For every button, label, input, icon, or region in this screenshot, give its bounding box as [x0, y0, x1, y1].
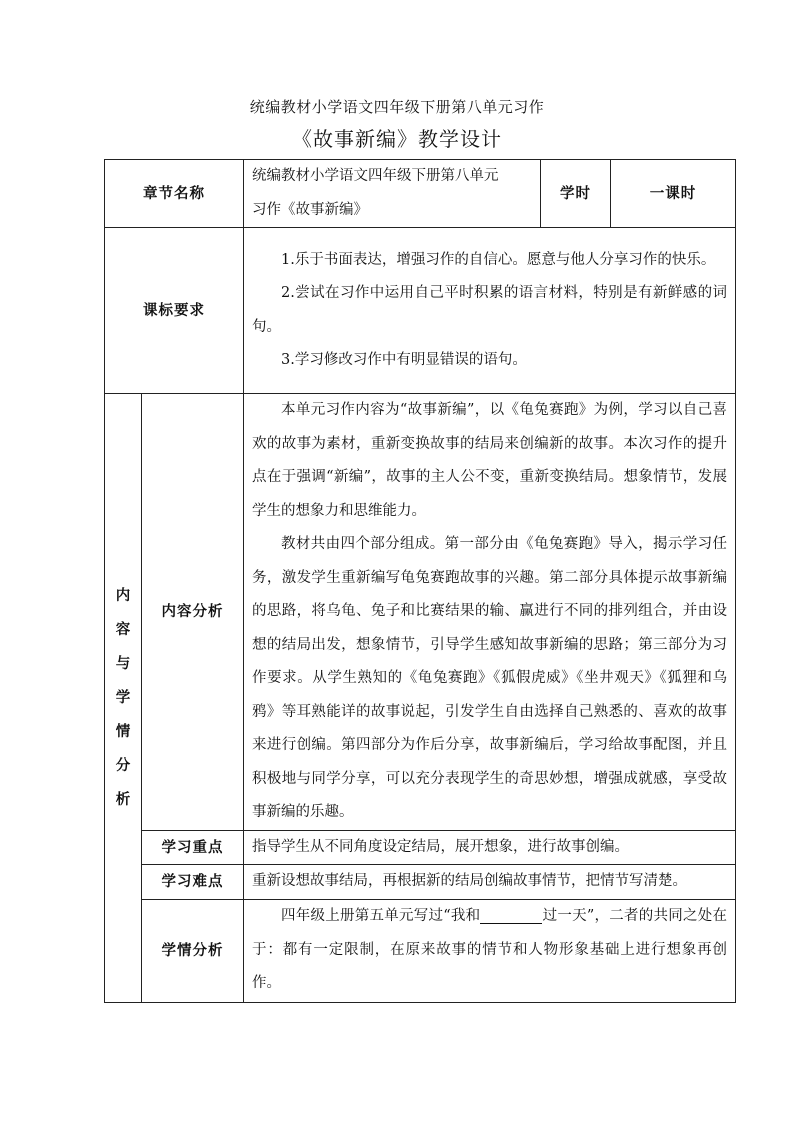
class-hours-value: 一课时 — [611, 160, 736, 228]
student-analysis-label: 学情分析 — [142, 899, 244, 1002]
key-point-label: 学习重点 — [142, 830, 244, 865]
class-hours-label: 学时 — [541, 160, 611, 228]
content-analysis-label: 内容分析 — [142, 394, 244, 831]
difficulty-row — [105, 865, 736, 900]
content-paragraph: 本单元习作内容为“故事新编”，以《龟兔赛跑》为例，学习以自己喜欢的故事为素材，重新变换故事的结局来创编新的故事。本次习作的提升点在于强调“新编”，故事的主人公不变，重新变换结局。想象情节，发展学生的想象力和思维能力。 — [252, 402, 727, 519]
standards-row — [105, 228, 736, 394]
student-analysis-text — [244, 899, 736, 1002]
document-subtitle: 统编教材小学语文四年级下册第八单元习作 — [249, 98, 545, 116]
key-point-row — [105, 830, 736, 865]
student-analysis-paragraph: 四年级上册第五单元写过“我和 过一天”，二者的共同之处在于：都有一定限制，在原来故事的情节和人物形象基础上进行想象再创作。 — [252, 908, 727, 992]
chapter-name-line2: 习作《故事新编》 — [252, 201, 368, 218]
content-paragraph: 教材共由四个部分组成。第一部分由《龟兔赛跑》导入，揭示学习任务，激发学生重新编写龟兔赛跑故事的兴趣。第二部分具体提示故事新编的思路，将乌龟、兔子和比赛结果的输、赢进行不同的排列组合，并由设想的结局出发，想象情节，引导学生感知故事新编的思路；第三部分为习作要求。从学生熟知的《龟兔赛跑》《狐假虎威》《坐井观天》《狐狸和乌鸦》等耳熟能详的故事说起，引发学生自由选择自己熟悉的、喜欢的故事来进行创编。第四部分为作后分享，故事新编后，学习给故事配图，并且积极地与同学分享，可以充分表现学生的奇思妙想，增强成就感，享受故事新编的乐趣。 — [252, 536, 727, 820]
student-analysis-row — [105, 899, 736, 1002]
standards-item: 2.尝试在习作中运用自己平时积累的语言材料，特别是有新鲜感的词句。 — [252, 285, 727, 335]
standards-item: 1.乐于书面表达，增强习作的自信心。愿意与他人分享习作的快乐。 — [281, 251, 716, 268]
chapter-name-label: 章节名称 — [105, 160, 244, 228]
content-analysis-text — [244, 394, 736, 831]
difficulty-text: 重新设想故事结局，再根据新的结局创编故事情节，把情节写清楚。 — [244, 865, 736, 900]
fill-in-blank — [480, 909, 542, 924]
document-title: 《故事新编》教学设计 — [292, 127, 502, 151]
key-point-text: 指导学生从不同角度设定结局，展开想象，进行故事创编。 — [244, 830, 736, 865]
difficulty-label: 学习难点 — [142, 865, 244, 900]
lesson-plan-table — [104, 159, 736, 1003]
standards-item: 3.学习修改习作中有明显错误的语句。 — [281, 352, 527, 368]
chapter-name-line1: 统编教材小学语文四年级下册第八单元 — [252, 168, 499, 184]
standards-label: 课标要求 — [105, 228, 244, 394]
chapter-name-value — [244, 160, 541, 228]
content-analysis-row — [105, 394, 736, 831]
section-vertical-label: 内 容 与 学 情 分 析 — [105, 394, 142, 1003]
chapter-row — [105, 160, 736, 228]
standards-content — [244, 228, 736, 394]
